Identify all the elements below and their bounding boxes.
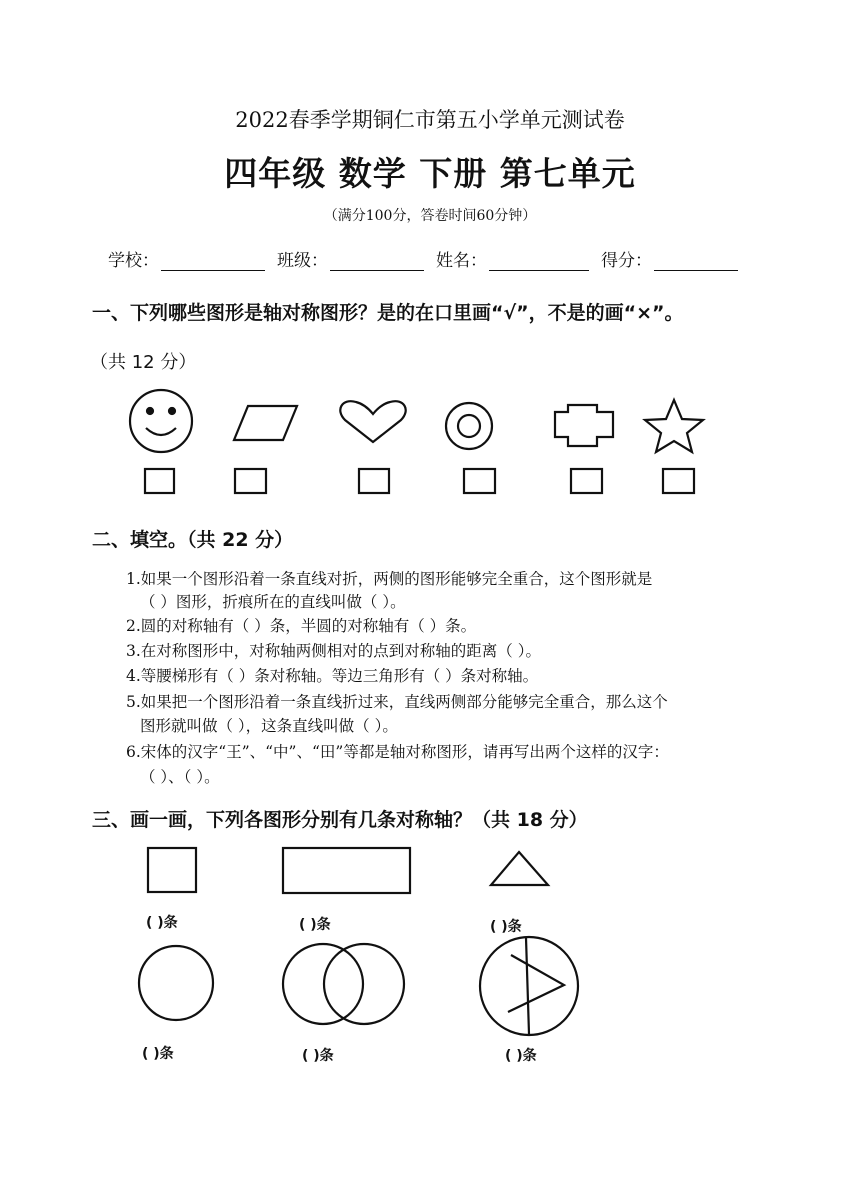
score-label: 得分： [601, 251, 652, 271]
parallelogram-shape [234, 406, 297, 440]
exam-subtitle: 2022春季学期铜仁市第五小学单元测试卷 [235, 108, 625, 132]
answer-overlapping-circles[interactable]: ( )条 [302, 1048, 334, 1064]
answer-square[interactable]: ( )条 [146, 915, 178, 931]
heart-shape [340, 401, 405, 442]
q5-line1: 5.如果把一个图形沿着一条直线折过来，直线两侧部分能够完全重合，那么这个 [126, 693, 668, 711]
answer-box-1[interactable] [145, 469, 174, 493]
triangle-shape [491, 852, 548, 885]
exam-note: （满分100分，答卷时间60分钟） [323, 208, 537, 224]
q1-line2: （ ）图形，折痕所在的直线叫做（ ）。 [140, 593, 406, 611]
cross-shape [555, 405, 613, 446]
q2-line: 2.圆的对称轴有（ ）条，半圆的对称轴有（ ）条。 [126, 617, 477, 635]
circle-with-arrow-shape [480, 937, 578, 1035]
answer-box-5[interactable] [571, 469, 602, 493]
section1-title: 一、下列哪些图形是轴对称图形？是的在口里画“√”，不是的画“×”。 [92, 302, 684, 324]
class-label: 班级： [277, 251, 328, 271]
answer-box-6[interactable] [663, 469, 694, 493]
answer-circle-arrow[interactable]: ( )条 [505, 1048, 537, 1064]
answer-triangle[interactable]: ( )条 [490, 919, 522, 935]
concentric-circles-shape [446, 403, 492, 449]
q3-line: 3.在对称图形中，对称轴两侧相对的点到对称轴的距离（ ）。 [126, 642, 541, 660]
answer-box-2[interactable] [235, 469, 266, 493]
section1-points: （共 12 分） [90, 352, 197, 373]
q6-line2: （ ）、（ ）。 [140, 768, 220, 786]
circle-shape [139, 946, 213, 1020]
square-shape [148, 848, 196, 892]
q4-line: 4.等腰梯形有（ ）条对称轴。等边三角形有（ ）条对称轴。 [126, 667, 539, 685]
answer-rectangle[interactable]: ( )条 [299, 917, 331, 933]
rectangle-shape [283, 848, 410, 893]
school-label: 学校： [108, 251, 159, 271]
star-shape [645, 400, 703, 452]
answer-circle[interactable]: ( )条 [142, 1046, 174, 1062]
q6-line1: 6.宋体的汉字“王”、“中”、“田”等都是轴对称图形，请再写出两个这样的汉字： [126, 743, 669, 761]
section2-title: 二、填空。（共 22 分） [92, 529, 294, 551]
section3-title: 三、画一画，下列各图形分别有几条对称轴？（共 18 分） [92, 809, 588, 831]
exam-title: 四年级 数学 下册 第七单元 [224, 154, 636, 193]
overlapping-circles-shape [283, 944, 404, 1024]
smiley-face-shape [130, 390, 192, 452]
answer-box-4[interactable] [464, 469, 495, 493]
name-label: 姓名： [436, 251, 487, 271]
q1-line1: 1.如果一个图形沿着一条直线对折，两侧的图形能够完全重合，这个图形就是 [126, 570, 653, 588]
answer-box-3[interactable] [359, 469, 389, 493]
q5-line2: 图形就叫做（ ），这条直线叫做（ ）。 [140, 717, 398, 735]
